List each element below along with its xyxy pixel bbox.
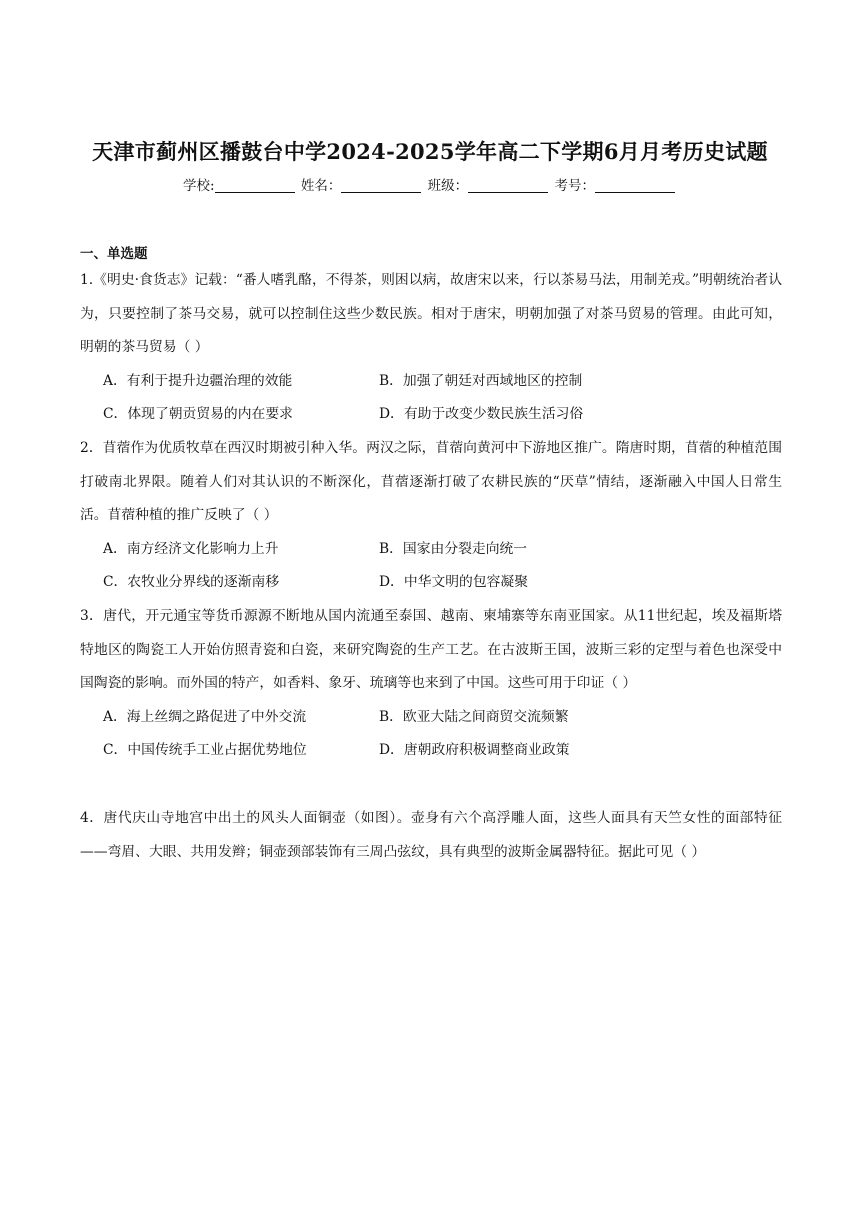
student-info-line [0, 174, 860, 194]
question-3-options [80, 701, 782, 768]
question-1-option-d[interactable]: D．有助于改变少数民族生活习俗 [379, 406, 584, 422]
document-title: 天津市蓟州区播鼓台中学2024-2025学年高二下学期6月月考历史试题 [92, 139, 768, 164]
section-heading: 一、单选题 [80, 246, 148, 262]
question-1-options [80, 365, 782, 432]
question-2-option-c[interactable]: C．农牧业分界线的逐渐南移 [103, 574, 280, 590]
class-field [428, 174, 551, 194]
question-2 [80, 432, 782, 600]
name-blank[interactable] [341, 178, 421, 193]
exam-number-blank[interactable] [595, 178, 675, 193]
question-3 [80, 600, 782, 768]
question-4 [80, 802, 782, 869]
name-label: 姓名： [300, 178, 342, 194]
exam-number-field [554, 174, 677, 194]
question-3-option-d[interactable]: D．唐朝政府积极调整商业政策 [379, 742, 570, 758]
school-field [183, 174, 297, 194]
question-2-option-d[interactable]: D．中华文明的包容凝聚 [379, 574, 529, 590]
exam-number-label: 考号： [554, 178, 595, 194]
question-1-option-b[interactable]: B．加强了朝廷对西域地区的控制 [379, 372, 583, 389]
question-2-stem: 2．苜蓿作为优质牧草在西汉时期被引种入华。两汉之际，苜蓿向黄河中下游地区推广。隋唐时期，苜蓿的种植范围打破南北界限。随着人们对其认识的不断深化，苜蓿逐渐打破了农耕民族的“厌草”情结，逐渐融入中国人日常生活。苜蓿种植的推广反映了（ ） [80, 440, 782, 523]
question-2-option-b[interactable]: B．国家由分裂走向统一 [379, 540, 528, 557]
question-1-option-a[interactable]: A．有利于提升边疆治理的效能 [103, 372, 293, 389]
question-1-option-c[interactable]: C．体现了朝贡贸易的内在要求 [103, 406, 293, 422]
school-label: 学校: [183, 178, 215, 194]
school-blank[interactable] [215, 178, 295, 193]
question-2-option-a[interactable]: A．南方经济文化影响力上升 [103, 540, 279, 557]
question-3-stem: 3．唐代，开元通宝等货币源源不断地从国内流通至泰国、越南、柬埔寨等东南亚国家。从11世纪起，埃及福斯塔特地区的陶瓷工人开始仿照青瓷和白瓷，来研究陶瓷的生产工艺。在古波斯王国，波斯三彩的定型与着色也深受中国陶瓷的影响。而外国的特产，如香料、象牙、琉璃等也来到了中国。这些可用于印证（ ） [80, 608, 782, 691]
question-3-option-a[interactable]: A．海上丝绸之路促进了中外交流 [103, 708, 307, 725]
question-2-options [80, 533, 782, 600]
question-4-stem: 4．唐代庆山寺地宫中出土的风头人面铜壶（如图）。壶身有六个高浮雕人面，这些人面具有天竺女性的面部特征——弯眉、大眼、共用发辫；铜壶颈部装饰有三周凸弦纹，具有典型的波斯金属器特征。据此可见（ ） [80, 810, 782, 860]
question-3-option-c[interactable]: C．中国传统手工业占据优势地位 [103, 742, 307, 758]
question-1-stem: 1.《明史·食货志》记载：“番人嗜乳酪，不得茶，则困以病，故唐宋以来，行以茶易马法，用制羌戎。”明朝统治者认为，只要控制了茶马交易，就可以控制住这些少数民族。相对于唐宋，明朝加强了对茶马贸易的管理。由此可知，明朝的茶马贸易（ ） [80, 272, 782, 355]
question-3-option-b[interactable]: B．欧亚大陆之间商贸交流频繁 [379, 708, 569, 725]
class-blank[interactable] [468, 178, 548, 193]
class-label: 班级： [427, 178, 469, 194]
name-field [301, 174, 424, 194]
question-1 [80, 264, 782, 432]
